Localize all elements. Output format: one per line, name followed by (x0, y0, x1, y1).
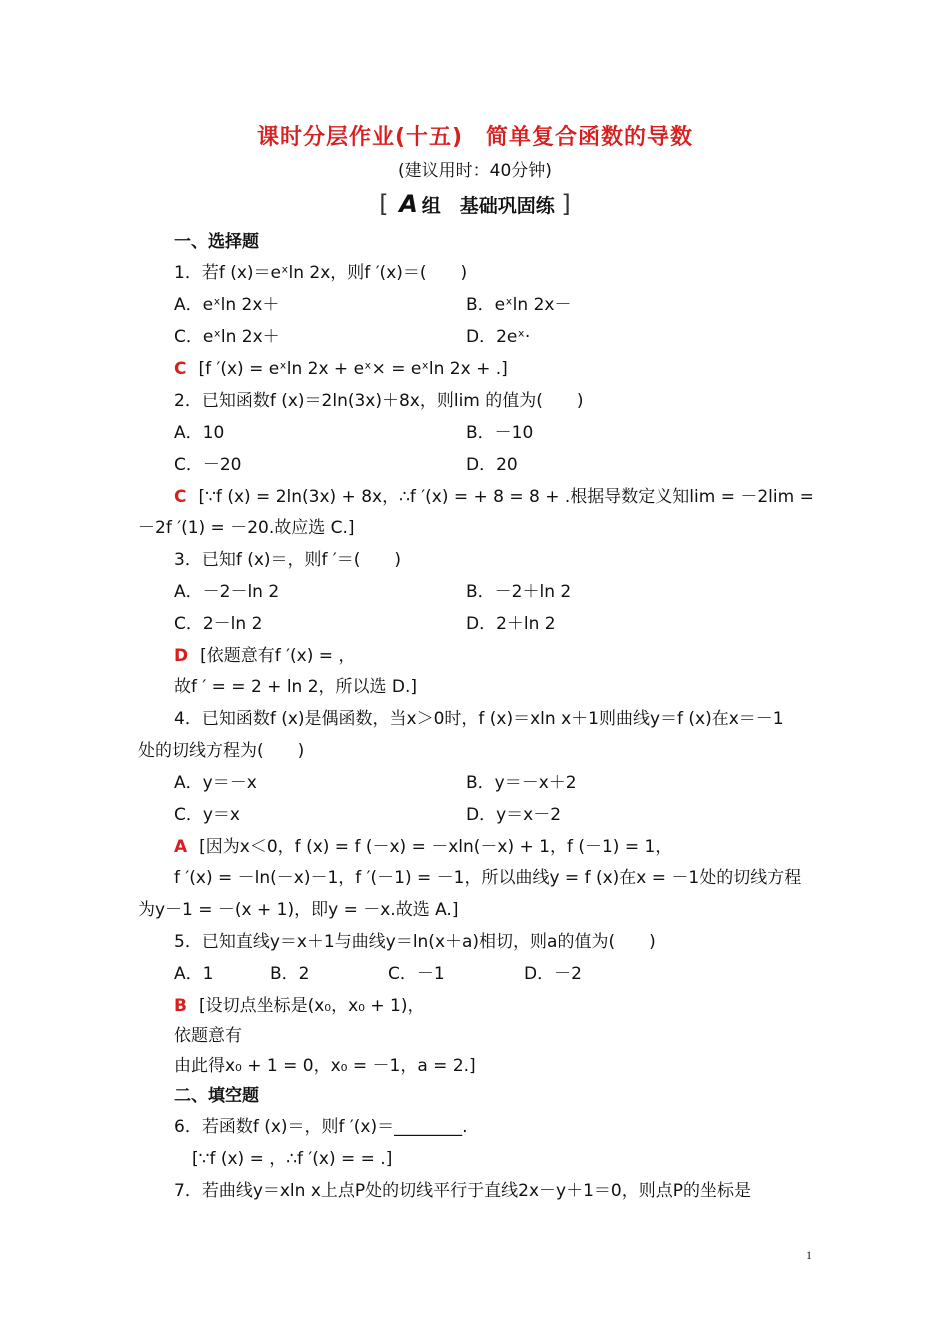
solution-text: f ′(x) = －ln(－x)－1，f ′(－1) = －1，所以曲线y = f (x)在x = －1处的切线方程 (174, 868, 802, 888)
solution-6: [∵f (x) = ，∴f ′(x) = = .] (192, 1149, 393, 1169)
group-bracket-right: ] (561, 190, 571, 218)
option-a: A．y＝－x (174, 773, 257, 793)
option-d: D．2eˣ· (466, 327, 531, 347)
section-heading: 二、填空题 (174, 1086, 259, 1106)
solution-3 (174, 645, 355, 667)
option-c: C．－1 (388, 964, 445, 984)
question-2: 2．已知函数f (x)＝2ln(3x)＋8x，则lim 的值为( ) (174, 391, 584, 411)
option-c: C．y＝x (174, 805, 240, 825)
option-a: A．－2－ln 2 (174, 582, 280, 602)
question-3: 3．已知f (x)＝，则f ′＝( ) (174, 550, 402, 570)
option-d: D．2＋ln 2 (466, 614, 556, 634)
solution-text: [设切点坐标是(x₀，x₀ + 1)， (198, 996, 425, 1016)
question-5: 5．已知直线y＝x＋1与曲线y＝ln(x＋a)相切，则a的值为( ) (174, 932, 656, 952)
question-7: 7．若曲线y＝xln x上点P处的切线平行于直线2x－y＋1＝0，则点P的坐标是 (174, 1181, 751, 1201)
answer-letter: C (174, 487, 187, 507)
option-d: D．－2 (524, 964, 582, 984)
answer-letter: A (174, 837, 188, 857)
answer-letter: D (174, 646, 189, 666)
question-4: 4．已知函数f (x)是偶函数，当x＞0时，f (x)＝xln x＋1则曲线y＝f (x)在x＝－1 (174, 709, 784, 729)
solution-text: [∵f (x) = 2ln(3x) + 8x，∴f ′(x) = + 8 = 8 + .根据导数定义知lim = －2lim = (198, 487, 814, 507)
option-d: D．y＝x－2 (466, 805, 562, 825)
answer-letter: C (174, 359, 187, 379)
question-1: 1．若f (x)＝eˣln 2x，则f ′(x)＝( ) (174, 263, 468, 283)
solution-text: [f ′(x) = eˣln 2x + eˣ× = eˣln 2x + .] (198, 359, 508, 379)
solution-4 (174, 836, 672, 858)
option-b: B．－10 (466, 423, 534, 443)
page-subtitle: (建议用时：40分钟) (398, 161, 552, 181)
option-c: C．2－ln 2 (174, 614, 263, 634)
solution-text: 依题意有 (174, 1026, 242, 1046)
group-letter: A (399, 190, 418, 218)
option-b: B．2 (270, 964, 310, 984)
solution-text: 故f ′ = = 2 + ln 2，所以选 D.] (174, 677, 418, 697)
option-b: B．－2＋ln 2 (466, 582, 572, 602)
page-title: 课时分层作业(十五) 简单复合函数的导数 (256, 125, 694, 150)
option-b: B．y＝－x＋2 (466, 773, 577, 793)
option-c: C．eˣln 2x＋ (174, 327, 280, 347)
group-heading (0, 190, 950, 218)
option-b: B．eˣln 2x－ (466, 295, 572, 315)
solution-text: －2f ′(1) = －20.故应选 C.] (138, 518, 355, 538)
solution-text: [依题意有f ′(x) = ， (200, 646, 356, 666)
solution-text: 为y－1 = －(x + 1)，即y = －x.故选 A.] (138, 900, 459, 920)
section-heading: 一、选择题 (174, 232, 259, 252)
option-a: A．10 (174, 423, 225, 443)
solution-1 (174, 358, 508, 380)
option-c: C．－20 (174, 455, 242, 475)
solution-text: [因为x＜0，f (x) = f (－x) = －xln(－x) + 1，f (－1) = 1， (199, 837, 673, 857)
solution-5 (174, 995, 424, 1017)
option-d: D．20 (466, 455, 518, 475)
option-a: A．1 (174, 964, 214, 984)
group-bracket-left: [ (379, 190, 389, 218)
solution-2 (174, 486, 814, 508)
page-number: 1 (806, 1248, 812, 1262)
answer-letter: B (174, 996, 187, 1016)
group-label: 组 基础巩固练 (421, 195, 555, 217)
solution-text: 由此得x₀ + 1 = 0，x₀ = －1，a = 2.] (174, 1056, 476, 1076)
option-a: A．eˣln 2x＋ (174, 295, 280, 315)
question-4-cont: 处的切线方程为( ) (138, 741, 305, 761)
question-6: 6．若函数f (x)＝，则f ′(x)＝________. (174, 1117, 468, 1137)
